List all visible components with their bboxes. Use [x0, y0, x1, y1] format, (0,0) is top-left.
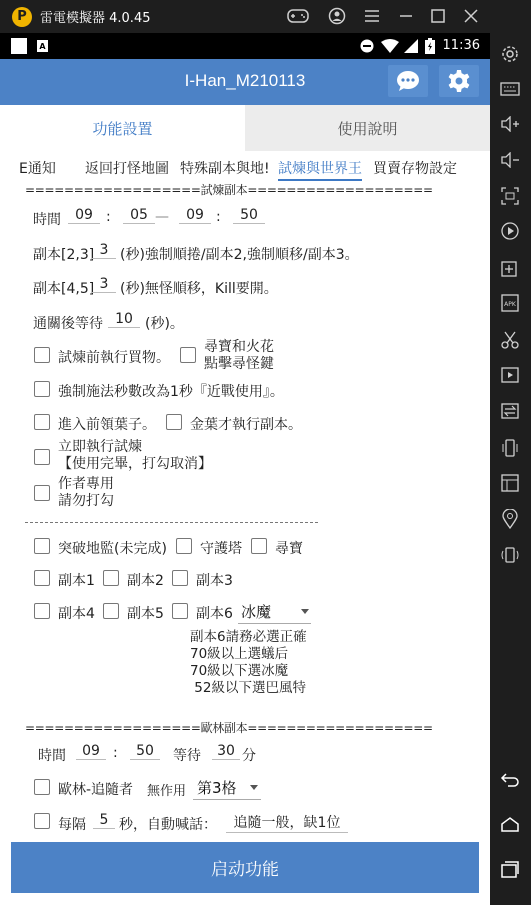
dashed-divider: [25, 522, 318, 523]
collect-leaf-checkbox[interactable]: [34, 414, 50, 430]
settings-button[interactable]: [439, 65, 479, 97]
emulator-name: 雷電模擬器 4.0.45: [40, 11, 151, 26]
force-skill-checkbox[interactable]: [34, 381, 50, 397]
treasure-hunt-checkbox[interactable]: [251, 538, 267, 554]
recents-icon[interactable]: [498, 857, 522, 881]
dungeon4-checkbox[interactable]: [34, 603, 50, 619]
dungeon4-label: 副本4: [58, 606, 95, 622]
svg-text:APK: APK: [504, 301, 516, 308]
signal-icon: [403, 39, 419, 53]
olin-wait-input[interactable]: 30: [212, 743, 240, 760]
menu-icon[interactable]: [359, 5, 385, 27]
home-icon[interactable]: [498, 812, 522, 836]
dungeon6-label: 副本6: [196, 606, 233, 622]
sub-tabs: [0, 156, 490, 182]
time-separator: :: [106, 209, 111, 225]
app-header: [0, 59, 490, 105]
leaf-row: [0, 413, 490, 437]
auto-shout-interval-label: 秒，自動喊話：: [119, 817, 217, 833]
clear-wait-row: [0, 311, 490, 335]
settings-gear-icon[interactable]: [498, 42, 522, 66]
dungeon2-label: 副本2: [127, 573, 164, 589]
time-start-hour[interactable]: 09: [68, 207, 100, 224]
multi-window-icon[interactable]: [498, 471, 522, 495]
main-tabs: [0, 105, 490, 151]
olin-wait-unit: 分: [242, 748, 256, 764]
dungeon6-note: [0, 629, 490, 699]
apk-icon[interactable]: [498, 291, 522, 315]
back-icon[interactable]: [498, 768, 522, 792]
volume-down-icon[interactable]: [498, 148, 522, 172]
account-icon[interactable]: [324, 5, 350, 27]
video-icon[interactable]: [498, 363, 522, 387]
close-icon[interactable]: [458, 5, 484, 27]
olin-follower-row: [0, 775, 490, 801]
subtab-trade-storage[interactable]: 買賣存物設定: [373, 161, 457, 177]
clear-wait-label: 通關後等待: [33, 316, 103, 332]
tab-function-settings[interactable]: 功能設置: [0, 105, 245, 151]
fullscreen-icon[interactable]: [498, 184, 522, 208]
dungeon23-row: [0, 242, 490, 266]
olin-no-effect-label: 無作用: [147, 784, 187, 799]
subtab-trial-world-boss[interactable]: 試煉與世界王: [278, 158, 362, 181]
breakthrough-checkbox[interactable]: [34, 538, 50, 554]
time-range-dash: —: [155, 209, 169, 225]
app-window: [0, 59, 490, 905]
time-separator: :: [113, 745, 118, 761]
dungeon-row-2: [0, 601, 490, 627]
dungeon2-checkbox[interactable]: [103, 570, 119, 586]
olin-time-minute[interactable]: 50: [130, 743, 160, 760]
android-status-bar: [0, 33, 490, 59]
dungeon23-seconds-input[interactable]: 3: [92, 242, 116, 259]
subtab-special-dungeon[interactable]: 特殊副本與地!: [180, 161, 270, 177]
author-only-checkbox[interactable]: [34, 485, 50, 501]
subtab-return-map[interactable]: 返回打怪地圖: [85, 161, 169, 177]
status-time: 11:36: [442, 38, 480, 53]
notification-square-icon: [11, 38, 27, 54]
collect-leaf-label: 進入前領葉子。: [58, 417, 156, 433]
immediate-trial-row: [0, 439, 490, 475]
dungeon3-checkbox[interactable]: [172, 570, 188, 586]
dungeon45-label: 副本[4,5]: [33, 281, 95, 297]
keyboard-icon[interactable]: [498, 77, 522, 101]
emulator-title-bar: [0, 0, 490, 33]
do-not-disturb-icon: [359, 39, 375, 53]
dungeon6-note-line: 70級以下選冰魔: [190, 663, 289, 679]
special-row: [0, 537, 490, 561]
emulator-side-toolbar: [490, 0, 531, 905]
tab-usage-guide[interactable]: 使用說明: [245, 105, 490, 151]
gamepad-icon[interactable]: [285, 5, 311, 27]
dungeon6-checkbox[interactable]: [172, 603, 188, 619]
auto-shout-checkbox[interactable]: [34, 813, 50, 829]
sync-icon[interactable]: [498, 399, 522, 423]
time-end-minute[interactable]: 50: [233, 207, 265, 224]
time-end-hour[interactable]: 09: [179, 207, 211, 224]
dungeon23-description: (秒)強制順捲/副本2,強制順移/副本3。: [120, 247, 359, 263]
dungeon6-boss-select[interactable]: [238, 601, 311, 624]
dungeon45-description: (秒)無怪順移，Kill要開。: [120, 281, 278, 297]
location-icon[interactable]: [498, 507, 522, 531]
dropdown-arrow-icon: [250, 785, 258, 790]
dungeon6-note-line: 70級以上選蟻后: [190, 646, 289, 662]
app-title: I-Han_M210113: [184, 71, 306, 90]
maximize-icon[interactable]: [425, 5, 451, 27]
trial-section-divider: ==================試煉副本===================: [25, 183, 433, 197]
olin-section-divider: ==================歐林副本===================: [25, 721, 433, 735]
auto-shout-row: [0, 810, 490, 834]
volume-up-icon[interactable]: [498, 112, 522, 136]
scissors-icon[interactable]: [498, 328, 522, 352]
force-skill-row: [0, 380, 490, 404]
dungeon1-checkbox[interactable]: [34, 570, 50, 586]
dungeon1-label: 副本1: [58, 573, 95, 589]
olin-time-hour[interactable]: 09: [76, 743, 106, 760]
minimize-icon[interactable]: [393, 5, 419, 27]
olin-slot-select[interactable]: [193, 775, 261, 800]
auto-shout-message-input[interactable]: 追隨一般，缺1位: [226, 812, 348, 833]
trial-buy-checkbox[interactable]: [34, 347, 50, 363]
force-skill-label: 強制施法秒數改為1秒『近戰使用』。: [58, 384, 284, 400]
clear-wait-seconds-input[interactable]: 10: [108, 311, 140, 328]
trial-buy-row: [0, 339, 490, 377]
treasure-hunt-label: 尋寶: [275, 541, 303, 557]
dungeon3-label: 副本3: [196, 573, 233, 589]
olin-slot-value: 第3格: [197, 779, 237, 797]
time-start-minute[interactable]: 05: [123, 207, 155, 224]
breakthrough-label: 突破地監(未完成): [58, 541, 167, 557]
olin-follower-label: 歐林-追隨者: [58, 782, 134, 798]
immediate-trial-checkbox[interactable]: [34, 449, 50, 465]
dungeon6-note-line: 52級以下選巴風特: [190, 680, 306, 696]
shake-icon[interactable]: [498, 543, 522, 567]
author-only-row: [0, 476, 490, 512]
olin-time-label: 時間: [38, 748, 66, 764]
dungeon5-label: 副本5: [127, 606, 164, 622]
add-screen-icon[interactable]: [498, 256, 522, 280]
wifi-icon: [381, 39, 399, 53]
dungeon5-checkbox[interactable]: [103, 603, 119, 619]
trial-buy-label: 試煉前執行買物。: [58, 350, 170, 366]
treasure-spark-checkbox[interactable]: [180, 347, 196, 363]
olin-follower-checkbox[interactable]: [34, 779, 50, 795]
record-icon[interactable]: [498, 219, 522, 243]
gold-leaf-label: 金葉才執行副本。: [190, 417, 302, 433]
dungeon23-label: 副本[2,3]: [33, 247, 95, 263]
author-only-label: 作者專用 請勿打勾: [58, 476, 114, 509]
treasure-spark-label: 尋寶和火花 點擊尋怪鍵: [204, 339, 274, 372]
dungeon6-boss-value: 冰魔: [241, 603, 272, 621]
battery-icon: [424, 39, 436, 53]
vibrate-icon[interactable]: [498, 436, 522, 460]
guard-tower-label: 守護塔: [200, 541, 242, 557]
dungeon6-note-line: 副本6請務必選正確: [190, 629, 307, 645]
auto-shout-every-label: 每隔: [58, 817, 86, 833]
start-function-button[interactable]: 启动功能: [11, 842, 479, 893]
olin-wait-label: 等待: [173, 748, 201, 764]
olin-time-row: [0, 743, 490, 767]
time-separator: :: [216, 209, 221, 225]
trial-time-row: [0, 207, 490, 231]
dropdown-arrow-icon: [301, 609, 309, 614]
guard-tower-checkbox[interactable]: [176, 538, 192, 554]
clear-wait-unit: (秒)。: [145, 316, 184, 332]
gear-icon: [447, 69, 471, 93]
dungeon45-row: [0, 276, 490, 300]
immediate-trial-label: 立即執行試煉 【使用完畢，打勾取消】: [58, 439, 212, 472]
chat-button[interactable]: [388, 65, 428, 97]
gold-leaf-checkbox[interactable]: [166, 414, 182, 430]
dungeon45-seconds-input[interactable]: 3: [92, 276, 116, 293]
emulator-logo-icon: P: [12, 7, 32, 27]
auto-shout-interval-input[interactable]: 5: [93, 812, 115, 829]
subtab-notify[interactable]: E通知: [19, 161, 56, 177]
notification-a-icon: A: [37, 40, 48, 52]
chat-icon: [396, 70, 420, 92]
time-label: 時間: [33, 212, 61, 228]
dungeon-row-1: [0, 569, 490, 593]
